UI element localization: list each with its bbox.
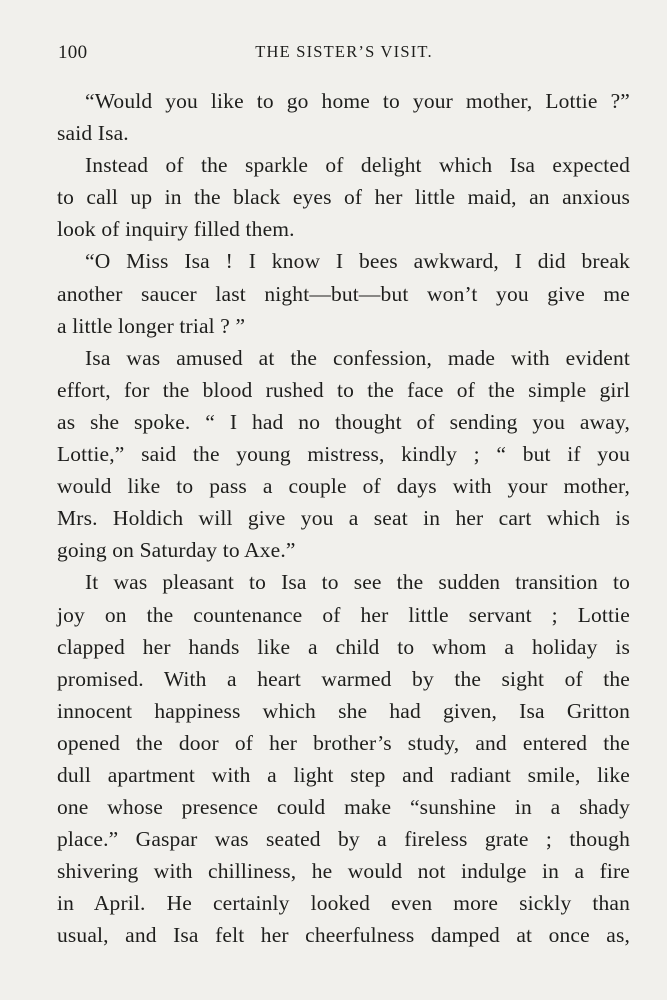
text-line: one whose presence could make “sunshine in a shady [57, 795, 630, 820]
text-line: promised. With a heart warmed by the sight of the [57, 666, 630, 691]
text-line: dull apartment with a light step and radiant smile, like [57, 762, 630, 787]
page-number: 100 [58, 42, 88, 63]
page-header [58, 42, 630, 68]
text-line: shivering with chilliness, he would not indulge in a fire [57, 859, 630, 884]
text-line: look of inquiry filled them. [57, 217, 295, 242]
text-line: opened the door of her brother’s study, and entered the [57, 730, 630, 755]
text-line: to call up in the black eyes of her little maid, an anxious [57, 185, 630, 210]
running-title: THE SISTER’S VISIT. [255, 42, 433, 61]
text-line: joy on the countenance of her little servant ; Lottie [57, 602, 630, 627]
text-line: as she spoke. “ I had no thought of sending you away, [57, 409, 630, 434]
text-line: “Would you like to go home to your mother, Lottie ?” [85, 89, 630, 113]
text-line: effort, for the blood rushed to the face of the simple girl [57, 377, 630, 402]
text-line: It was pleasant to Isa to see the sudden transition to [85, 570, 630, 595]
text-line: going on Saturday to Axe.” [57, 538, 296, 563]
text-line: Lottie,” said the young mistress, kindly ; “ but if you [57, 442, 630, 467]
text-line: said Isa. [57, 121, 129, 146]
text-line: place.” Gaspar was seated by a fireless grate ; though [57, 827, 630, 852]
text-line: in April. He certainly looked even more sickly than [57, 891, 630, 916]
body-text [57, 85, 630, 952]
text-line: another saucer last night—but—but won’t you give me [57, 281, 630, 306]
text-line: a little longer trial ? ” [57, 313, 246, 338]
text-line: would like to pass a couple of days with your mother, [57, 474, 630, 499]
text-line: Instead of the sparkle of delight which Isa expected [85, 153, 630, 178]
text-line: usual, and Isa felt her cheerfulness damped at once as, [57, 923, 630, 948]
text-line: innocent happiness which she had given, Isa Gritton [57, 698, 630, 723]
text-line: “O Miss Isa ! I know I bees awkward, I did break [85, 249, 630, 274]
text-line: Isa was amused at the confession, made with evident [85, 345, 630, 370]
text-line: Mrs. Holdich will give you a seat in her cart which is [57, 506, 630, 531]
text-line: clapped her hands like a child to whom a holiday is [57, 634, 630, 659]
